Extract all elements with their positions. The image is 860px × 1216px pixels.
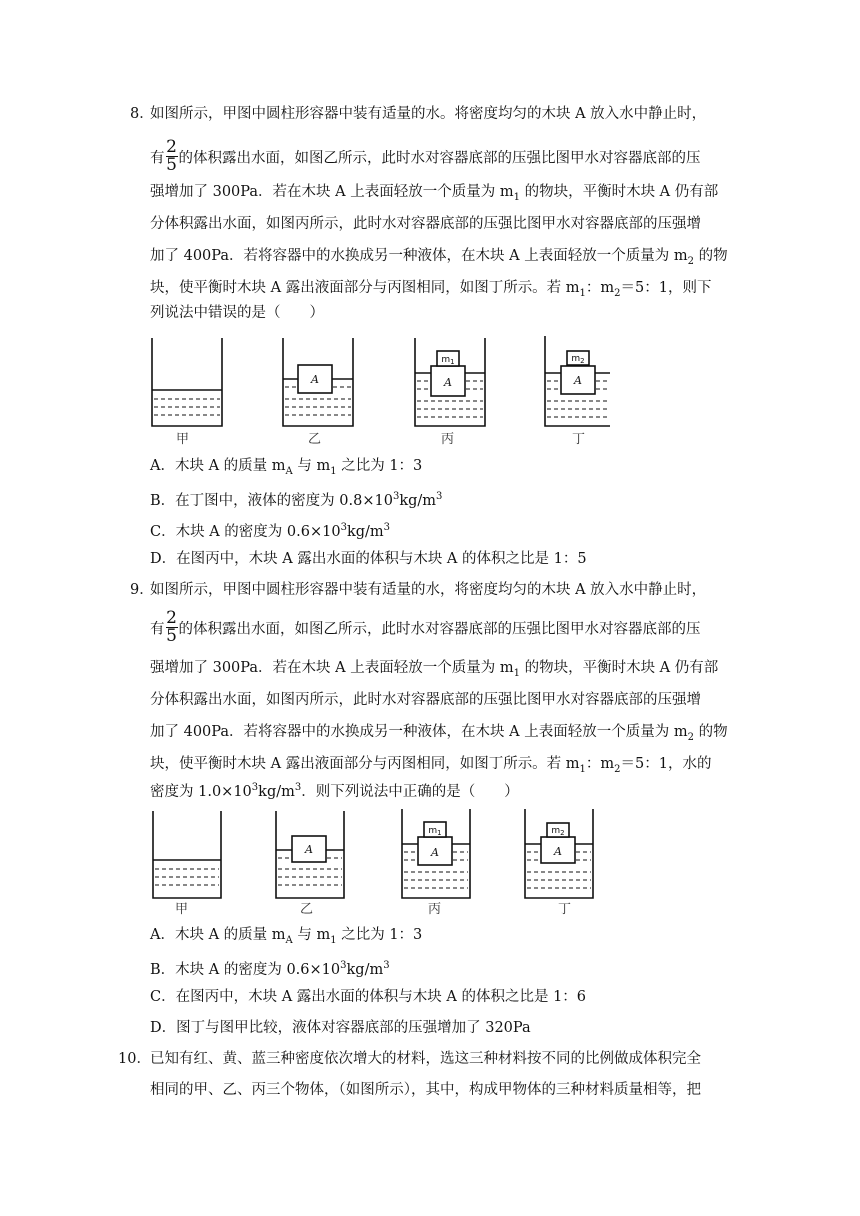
caption-jia: 甲 bbox=[176, 432, 190, 447]
caption-yi: 乙 bbox=[300, 902, 314, 917]
block-a-label: A bbox=[311, 373, 319, 386]
fraction-two-fifths: $\frac{2}{5}$ bbox=[166, 608, 177, 646]
q8-line-1: 如图所示，甲图中圆柱形容器中装有适量的水。将密度均匀的木块 A 放入水中静止时， bbox=[150, 106, 707, 122]
svg-text:A: A bbox=[554, 845, 562, 858]
q9-figure bbox=[145, 806, 615, 914]
caption-ding: 丁 bbox=[558, 902, 572, 917]
caption-bing: 丙 bbox=[441, 432, 455, 447]
fraction-two-fifths: $\frac{2}{5}$ bbox=[166, 137, 177, 175]
q8-figure bbox=[140, 333, 610, 448]
q9-line-5: 加了 400Pa．若将容器中的水换成另一种液体，在木块 A 上表面轻放一个质量为 $m_2$ 的物 bbox=[150, 724, 728, 743]
q9-number: 9． bbox=[130, 582, 154, 598]
q8-line-2: 有 $\frac{2}{5}$ 的体积露出水面，如图乙所示，此时水对容器底部的压强比图甲水对容器底部的压 bbox=[150, 137, 701, 175]
q9-option-d: D．图丁与图甲比较，液体对容器底部的压强增加了 320Pa bbox=[150, 1020, 531, 1036]
q8-line-7: 列说法中错误的是（ ） bbox=[150, 305, 324, 321]
svg-text:A: A bbox=[444, 376, 452, 389]
q8-option-b: B．在丁图中，液体的密度为 $0.8\times 10^3kg/m^3$ bbox=[150, 491, 443, 509]
q9-option-c: C．在图丙中，木块 A 露出水面的体积与木块 A 的体积之比是 1：6 bbox=[150, 989, 587, 1005]
q9-line-6: 块，使平衡时木块 A 露出液面部分与丙图相同，如图丁所示。若 $m_1$：$m_2=5$：1，水的 bbox=[150, 756, 712, 775]
q9-option-b: B．木块 A 的密度为 $0.6\times 10^3kg/m^3$ bbox=[150, 960, 390, 978]
caption-jia: 甲 bbox=[175, 902, 189, 917]
q8-line-5: 加了 400Pa．若将容器中的水换成另一种液体，在木块 A 上表面轻放一个质量为 $m_2$ 的物 bbox=[150, 248, 728, 267]
q8-line-4: 分体积露出水面，如图丙所示，此时水对容器底部的压强比图甲水对容器底部的压强增 bbox=[150, 216, 701, 232]
q9-line-2: 有 $\frac{2}{5}$ 的体积露出水面，如图乙所示，此时水对容器底部的压强比图甲水对容器底部的压 bbox=[150, 608, 701, 646]
caption-bing: 丙 bbox=[428, 902, 442, 917]
q9-line-1: 如图所示，甲图中圆柱形容器中装有适量的水，将密度均匀的木块 A 放入水中静止时， bbox=[150, 582, 707, 598]
q8-line-3: 强增加了 300Pa．若在木块 A 上表面轻放一个质量为 $m_1$ 的物块，平衡时木块 A 仍有部 bbox=[150, 184, 719, 203]
m2-label: $m_2$ bbox=[571, 354, 585, 365]
container-jia bbox=[152, 338, 222, 426]
svg-text:A: A bbox=[431, 846, 439, 859]
q9-option-a: A．木块 A 的质量 $m_A$ 与 $m_1$ 之比为 1：3 bbox=[150, 927, 423, 946]
caption-yi: 乙 bbox=[308, 432, 322, 447]
water-hatch-jia bbox=[154, 399, 220, 415]
svg-text:A: A bbox=[574, 374, 582, 387]
q9-line-3: 强增加了 300Pa．若在木块 A 上表面轻放一个质量为 $m_1$ 的物块，平衡时木块 A 仍有部 bbox=[150, 660, 719, 679]
container-diagram bbox=[140, 333, 610, 448]
q8-option-c: C．木块 A 的密度为 $0.6\times 10^3kg/m^3$ bbox=[150, 522, 391, 540]
q8-number: 8． bbox=[130, 106, 154, 122]
m1-label: $m_1$ bbox=[441, 355, 455, 366]
q10-line-1: 已知有红、黄、蓝三种密度依次增大的材料，选这三种材料按不同的比例做成体积完全 bbox=[150, 1051, 701, 1067]
q8-line-6: 块，使平衡时木块 A 露出液面部分与丙图相同，如图丁所示。若 $m_1$：$m_2=5$：1，则下 bbox=[150, 280, 712, 299]
svg-text:m1: $m_1$ bbox=[428, 826, 442, 837]
svg-text:m2: $m_2$ bbox=[551, 826, 565, 837]
caption-ding: 丁 bbox=[572, 432, 586, 447]
svg-text:A: A bbox=[305, 843, 313, 856]
q9-line-4: 分体积露出水面，如图丙所示，此时水对容器底部的压强比图甲水对容器底部的压强增 bbox=[150, 692, 701, 708]
q10-line-2: 相同的甲、乙、丙三个物体，（如图所示），其中，构成甲物体的三种材料质量相等，把 bbox=[150, 1082, 701, 1098]
q8-option-a: A．木块 A 的质量 $m_A$ 与 $m_1$ 之比为 1：3 bbox=[150, 458, 423, 477]
container-diagram bbox=[145, 806, 615, 914]
q9-line-7: 密度为 $1.0\times 10^3kg/m^3$．则下列说法中正确的是（ ） bbox=[150, 782, 519, 800]
q8-option-d: D．在图丙中，木块 A 露出水面的体积与木块 A 的体积之比是 1：5 bbox=[150, 551, 587, 567]
q10-number: 10． bbox=[118, 1051, 151, 1067]
